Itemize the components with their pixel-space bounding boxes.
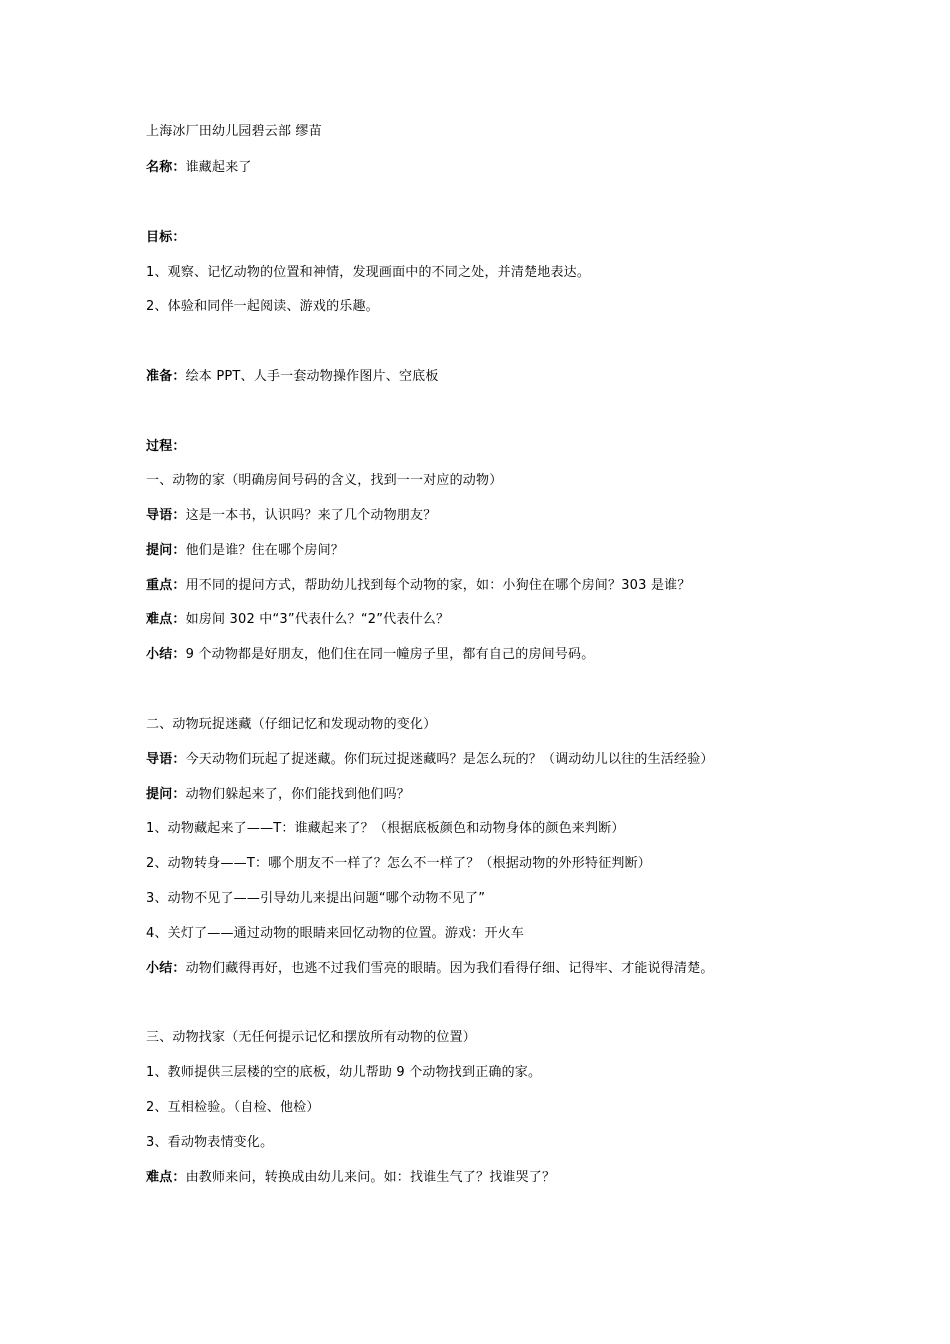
part1-summary [146,646,594,664]
part1-ask [146,542,344,560]
part3-diff-value: 由教师来问，转换成由幼儿来问。如：找谁生气了？找谁哭了？ [185,1170,556,1185]
part2-guide-label: 导语： [146,752,186,767]
part1-sum-label: 小结： [146,647,186,662]
part1-key-label: 重点： [146,578,186,593]
part1-guide [146,507,436,525]
part2-step-2: 2、动物转身——T：哪个朋友不一样了？怎么不一样了？（根据动物的外形特征判断） [146,856,652,871]
prep-value: 绘本 PPT、人手一套动物操作图片、空底板 [185,369,439,384]
name-label: 名称： [146,160,186,175]
part1-ask-value: 他们是谁？住在哪个房间？ [185,543,345,558]
part2-guide-value: 今天动物们玩起了捉迷藏。你们玩过捉迷藏吗？是怎么玩的？（调动幼儿以往的生活经验） [185,752,714,767]
part3-step-2: 2、互相检验。（自检、他检） [146,1100,320,1115]
part3-step-1: 1、教师提供三层楼的空的底板，幼儿帮助 9 个动物找到正确的家。 [146,1065,542,1080]
goal-item-1: 1、观察、记忆动物的位置和神情，发现画面中的不同之处，并清楚地表达。 [146,265,591,280]
part1-diff-value: 如房间 302 中“3”代表什么？“2”代表什么？ [185,612,450,627]
name-value: 谁藏起来了 [185,160,252,175]
part2-step-4: 4、关灯了——通过动物的眼睛来回忆动物的位置。游戏：开火车 [146,926,525,941]
part1-guide-value: 这是一本书，认识吗？来了几个动物朋友？ [185,508,437,523]
process-heading: 过程： [146,439,186,454]
part1-ask-label: 提问： [146,543,186,558]
part1-sum-value: 9 个动物都是好朋友，他们住在同一幢房子里，都有自己的房间号码。 [185,647,595,662]
part2-summary [146,960,714,978]
part2-sum-label: 小结： [146,961,186,976]
goals-heading: 目标： [146,230,186,245]
part2-sum-value: 动物们藏得再好，也逃不过我们雪亮的眼睛。因为我们看得仔细、记得牢、才能说得清楚。 [185,961,714,976]
part1-difficulty [146,611,449,629]
preparation [146,368,439,386]
part2-guide [146,751,714,769]
part1-diff-label: 难点： [146,612,186,627]
part2-ask-label: 提问： [146,787,186,802]
part3-difficulty [146,1169,555,1187]
part3-step-3: 3、看动物表情变化。 [146,1135,274,1150]
part1-key [146,577,691,595]
part2-title: 二、动物玩捉迷藏（仔细记忆和发现动物的变化） [146,717,437,732]
part2-ask [146,786,410,804]
part1-title: 一、动物的家（明确房间号码的含义，找到一一对应的动物） [146,473,503,488]
lesson-name [146,159,252,177]
part1-key-value: 用不同的提问方式，帮助幼儿找到每个动物的家，如：小狗住在哪个房间？303 是谁？ [185,578,691,593]
part1-guide-label: 导语： [146,508,186,523]
prep-label: 准备： [146,369,186,384]
goal-item-2: 2、体验和同伴一起阅读、游戏的乐趣。 [146,299,379,314]
part2-ask-value: 动物们躲起来了，你们能找到他们吗？ [185,787,411,802]
author-line: 上海冰厂田幼儿园碧云部 缪苗 [146,124,322,139]
part2-step-3: 3、动物不见了——引导幼儿来提出问题“哪个动物不见了” [146,891,486,906]
part2-step-1: 1、动物藏起来了——T：谁藏起来了？（根据底板颜色和动物身体的颜色来判断） [146,821,625,836]
part3-title: 三、动物找家（无任何提示记忆和摆放所有动物的位置） [146,1030,477,1045]
part3-diff-label: 难点： [146,1170,186,1185]
